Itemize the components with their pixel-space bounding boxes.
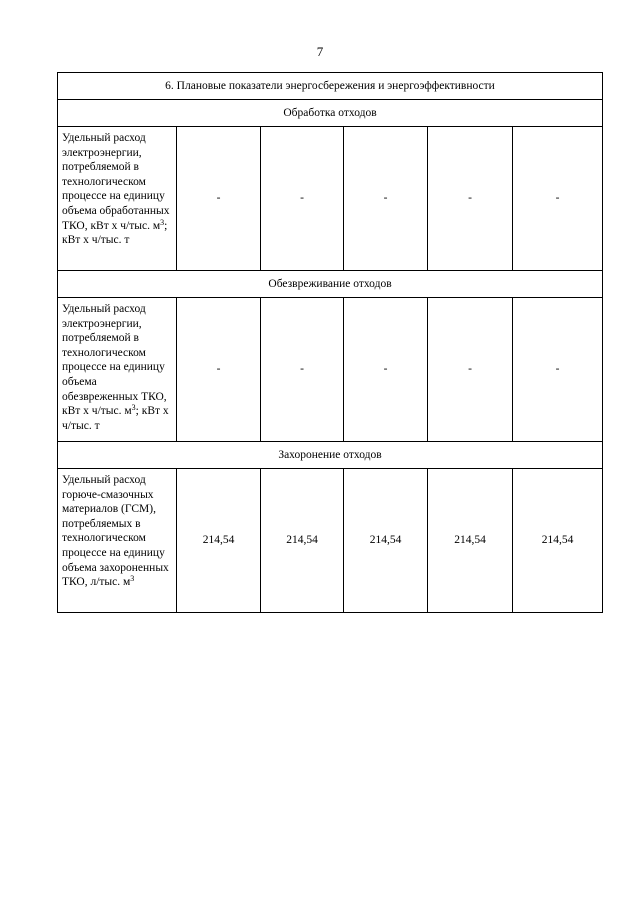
section-title-row	[58, 271, 603, 298]
value-cell: -	[344, 127, 428, 271]
section-title-row	[58, 442, 603, 469]
row-label-burial: Удельный расход горюче-смазочных материалов (ГСМ), потребляемых в технологическом процессе на единицу объема захороненных ТКО, л/тыс. $м^3$	[58, 469, 177, 613]
table-header: 6. Плановые показатели энергосбережения и энергоэффективности	[58, 73, 603, 100]
section-title-processing: Обработка отходов	[58, 100, 603, 127]
value-cell: -	[428, 298, 513, 442]
value-cell: -	[261, 298, 344, 442]
value-cell: -	[513, 298, 603, 442]
value-cell: 214,54	[513, 469, 603, 613]
energy-efficiency-table	[57, 72, 603, 613]
value-cell: 214,54	[177, 469, 261, 613]
table-row	[58, 298, 603, 442]
value-cell: 214,54	[428, 469, 513, 613]
value-cell: -	[428, 127, 513, 271]
table-row	[58, 469, 603, 613]
section-title-neutralization: Обезвреживание отходов	[58, 271, 603, 298]
value-cell: -	[513, 127, 603, 271]
value-cell: 214,54	[261, 469, 344, 613]
page-number: 7	[316, 44, 324, 59]
value-cell: -	[177, 127, 261, 271]
value-cell: -	[261, 127, 344, 271]
section-title-burial: Захоронение отходов	[58, 442, 603, 469]
row-label-neutralization: Удельный расход электроэнергии, потребляемой в технологическом процессе на единицу объема обезвреженных ТКО, кВт х ч/тыс. $м^3$; кВт х ч/тыс. т	[58, 298, 177, 442]
table-header-row	[58, 73, 603, 100]
row-label-processing: Удельный расход электроэнергии, потребляемой в технологическом процессе на единицу объема обработанных ТКО, кВт х ч/тыс. $м^3$; кВт х ч/тыс. т	[58, 127, 177, 271]
table-row	[58, 127, 603, 271]
value-cell: -	[344, 298, 428, 442]
value-cell: 214,54	[344, 469, 428, 613]
section-title-row	[58, 100, 603, 127]
value-cell: -	[177, 298, 261, 442]
